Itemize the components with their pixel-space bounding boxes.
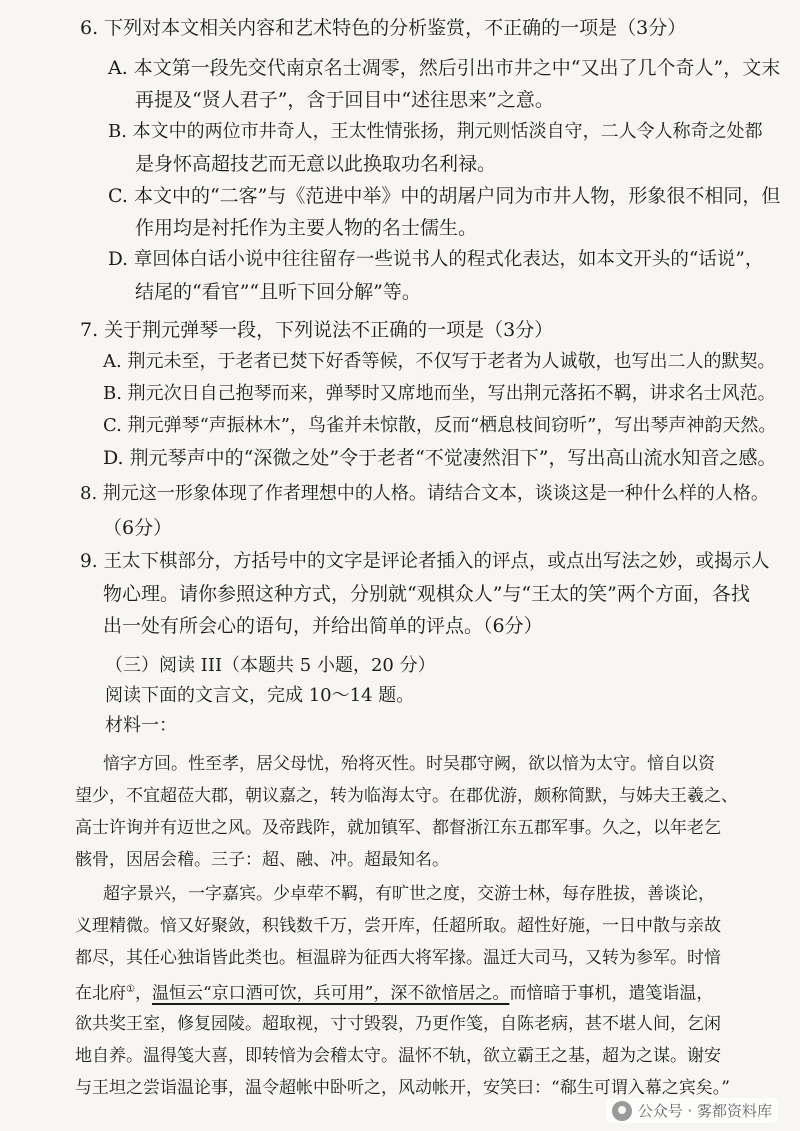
question-6-option-d: D. 章回体白话小说中往往留存一些说书人的程式化表达，如本文开头的“话说”，: [108, 249, 764, 270]
passage-p2-line-4: [75, 978, 713, 1006]
watermark: [606, 1098, 778, 1123]
question-9-line-3: 出一处有所会心的语句，并给出简单的评点。（6分）: [103, 615, 543, 637]
passage-p1-line-4: 骸骨，因居会稽。三子：超、融、冲。超最知名。: [75, 850, 449, 870]
question-6-option-a: A. 本文第一段先交代南京名士凋零，然后引出市井之中“又出了几个奇人”，文末: [108, 57, 781, 79]
passage-p1-line-2: 望少，不宜超莅大郡，朝议嘉之，转为临海太守。在郡优游，颇称简默，与姊夫王羲之、: [75, 786, 738, 806]
question-6-option-d-cont: 结尾的“看官”“且听下回分解”等。: [135, 281, 421, 303]
question-7-option-c: C. 荆元弹琴“声振林木”，鸟雀并未惊散，反而“栖息枝间窃听”，写出琴声神韵天然。: [103, 415, 777, 436]
passage-p2-line-5: 欲共奖王室，修复园陵。超取视，寸寸毁裂，乃更作笺，自陈老病，甚不堪人间，乞闲: [75, 1014, 721, 1034]
question-7-option-b: B. 荆元次日自己抱琴而来，弹琴时又席地而坐，写出荆元落拓不羁，讲求名士风范。: [103, 383, 776, 404]
passage-p2-line-4-start: 在北府: [75, 983, 126, 1004]
passage-p2-line-4-end: 而愔暗于事机，遣笺诣温，: [509, 983, 714, 1004]
passage-p1-line-3: 高士许询并有迈世之风。及帝践阼，就加镇军、都督浙江东五郡军事。久之，以年老乞: [75, 818, 721, 838]
question-6-option-c-cont: 作用均是衬托作为主要人物的名士儒生。: [135, 217, 478, 239]
question-6-option-c: C. 本文中的“二客”与《范进中举》中的胡屠户同为市井人物，形象很不相同，但: [108, 185, 781, 207]
question-8-stem: 8. 荆元这一形象体现了作者理想中的人格。请结合文本，谈谈这是一种什么样的人格。: [80, 483, 769, 504]
material-label: 材料一：: [105, 715, 177, 736]
question-9-line-2: 物心理。请你参照这种方式，分别就“观棋众人”与“王太的笑”两个方面，各找: [103, 583, 750, 605]
question-6-option-b-cont: 是身怀高超技艺而无意以此换取功名利禄。: [135, 153, 497, 175]
passage-p1-line-1: 愔字方回。性至孝，居父母忧，殆将灭性。时吴郡守阙，欲以愔为太守。愔自以资: [103, 754, 715, 774]
question-7-option-d: D. 荆元琴声中的“深微之处”令于老者“不觉凄然泪下”，写出高山流水知音之感。: [103, 447, 777, 469]
passage-p2-line-7: 与王坦之尝诣温论事，温令超帐中卧听之，风动帐开，安笑曰：“郗生可谓入幕之宾矣。”: [75, 1078, 730, 1098]
question-6-option-b: B. 本文中的两位市井奇人，王太性情张扬，荆元则恬淡自守，二人令人称奇之处都: [108, 121, 763, 142]
passage-comma: ，: [134, 983, 152, 1004]
passage-p2-line-1: 超字景兴，一字嘉宾。少卓荦不羁，有旷世之度，交游士林，每存胜拔，善谈论，: [103, 884, 715, 904]
passage-p2-line-6: 地自养。温得笺大喜，即转愔为会稽太守。温怀不轨，欲立霸王之基，超为之谋。谢安: [75, 1046, 721, 1066]
question-8-points: （6分）: [103, 517, 173, 539]
wechat-logo-icon: [612, 1101, 632, 1121]
question-6-stem: 6. 下列对本文相关内容和艺术特色的分析鉴赏，不正确的一项是（3分）: [80, 17, 687, 39]
watermark-text: 公众号 · 雾都资料库: [637, 1102, 772, 1120]
question-6-option-a-cont: 再提及“贤人君子”，含于回目中“述往思来”之意。: [135, 89, 554, 111]
section-heading: （三）阅读 III（本题共 5 小题，20 分）: [105, 655, 436, 676]
question-7-stem: 7. 关于荆元弹琴一段，下列说法不正确的一项是（3分）: [80, 319, 554, 341]
passage-p2-line-3: 都尽，其任心独诣皆此类也。桓温辟为征西大将军掾。温迁大司马，又转为参军。时愔: [75, 948, 721, 968]
section-instruction: 阅读下面的文言文，完成 10～14 题。: [105, 685, 415, 706]
footnote-marker: ①: [126, 984, 135, 995]
question-7-option-a: A. 荆元未至，于老者已焚下好香等候，不仅写于老者为人诚敬，也写出二人的默契。: [103, 351, 776, 372]
question-9-line-1: 9. 王太下棋部分，方括号中的文字是评论者插入的评点，或点出写法之妙，或揭示人: [80, 551, 770, 572]
passage-p2-line-2: 义理精微。愔又好聚敛，积钱数千万，尝开库，任超所取。超性好施，一日中散与亲故: [75, 916, 721, 936]
underlined-sentence: 温恒云“京口酒可饮，兵可用”，深不欲愔居之。: [151, 983, 510, 1004]
